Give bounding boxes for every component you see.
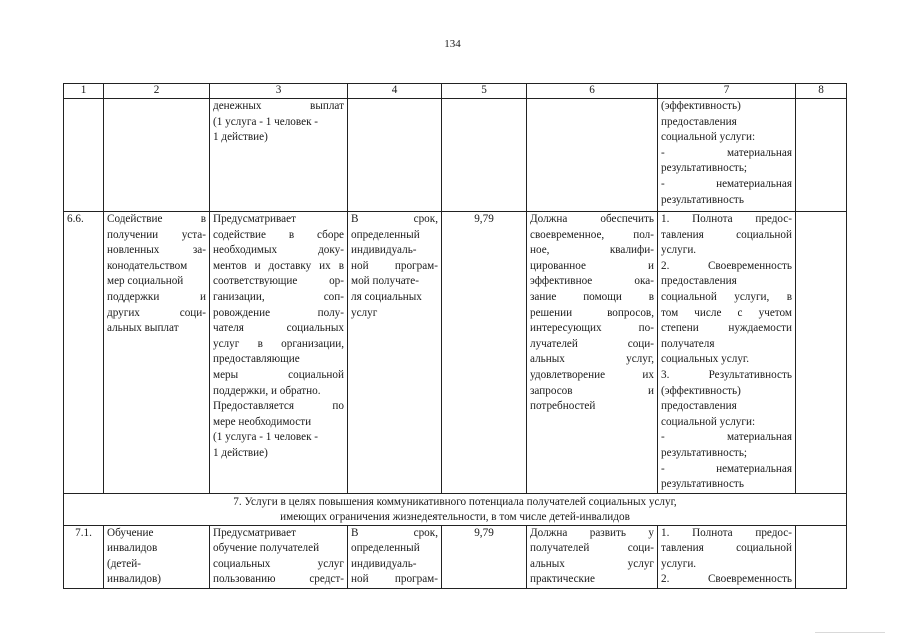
cell-text-line: 3. Результативность: [661, 368, 792, 381]
section-heading-line-2: имеющих ограничения жизнедеятельности, в том числе детей-инвалидов: [280, 510, 630, 523]
cell-text-line: ное, квалифи-: [530, 244, 654, 257]
cell-text-line: результативность;: [661, 162, 748, 175]
cell-deadline: [348, 99, 442, 212]
cell-text-line: конодательством: [107, 259, 188, 272]
cell-notes: [796, 525, 847, 588]
cell-text-line: - материальная: [661, 431, 792, 444]
cell-text-line: инвалидов): [107, 573, 162, 586]
cell-text-line: (детей-: [107, 557, 141, 570]
cell-text-line: чателя социальных: [213, 322, 344, 335]
cell-text-line: Обучение: [107, 526, 154, 539]
cell-text-line: 1. Полнота предос-: [661, 526, 792, 539]
cell-description: [210, 99, 348, 212]
cell-text-line: социальной услуги:: [661, 415, 756, 428]
cell-evaluation-criteria: [658, 525, 796, 588]
cell-text-line: запросов и: [530, 384, 654, 397]
cell-description: [210, 525, 348, 588]
cell-text-line: (1 услуга - 1 человек -: [213, 431, 319, 444]
cell-tariff: 9,79: [442, 212, 527, 494]
cell-text-line: 1 действие): [213, 446, 268, 459]
cell-text-line: Должна развить у: [530, 526, 654, 539]
cell-text-line: мер социальной: [107, 275, 184, 288]
cell-number: [64, 99, 104, 212]
cell-text-line: индивидуаль-: [351, 244, 417, 257]
cell-evaluation-criteria: [658, 212, 796, 494]
cell-text-line: услуг в организации,: [213, 337, 344, 350]
cell-text-line: - нематериальная: [661, 462, 792, 475]
scan-artifact: [815, 632, 885, 633]
cell-quality-requirements: [527, 212, 658, 494]
cell-service-name: [104, 212, 210, 494]
cell-text-line: предоставления: [661, 400, 737, 413]
cell-text-line: лучателей соци-: [530, 337, 654, 350]
cell-notes: [796, 212, 847, 494]
section-heading: [64, 493, 847, 525]
cell-text-line: тавления социальной: [661, 228, 792, 241]
header-col-2: 2: [104, 84, 210, 99]
cell-text-line: социальной услуги, в: [661, 290, 792, 303]
cell-text-line: В срок,: [351, 213, 438, 225]
cell-text-line: 1. Полнота предос-: [661, 213, 792, 225]
header-col-8: 8: [796, 84, 847, 99]
cell-quality-requirements: [527, 525, 658, 588]
cell-text-line: Должна обеспечить: [530, 213, 654, 225]
cell-text-line: 2. Своевременность: [661, 259, 792, 272]
cell-text-line: получателя: [661, 337, 715, 350]
cell-text-line: поддержки, и обратно.: [213, 384, 321, 397]
cell-text-line: Предусматривает: [213, 526, 296, 539]
cell-text-line: инвалидов: [107, 542, 158, 555]
cell-text-line: практические: [530, 573, 595, 586]
cell-text-line: получении уста-: [107, 228, 206, 241]
cell-text-line: услуг: [351, 306, 378, 319]
cell-text-line: Содействие в: [107, 213, 206, 225]
cell-text-line: ля социальных: [351, 290, 422, 303]
cell-text-line: услуги.: [661, 557, 697, 570]
cell-evaluation-criteria: [658, 99, 796, 212]
cell-text-line: ментов и доставку их в: [213, 259, 344, 272]
cell-text-line: Предусматривает: [213, 213, 296, 225]
cell-text-line: цированное и: [530, 259, 654, 272]
cell-text-line: (эффективность): [661, 384, 741, 397]
cell-text-line: предоставления: [661, 275, 737, 288]
cell-text-line: денежных выплат: [213, 100, 344, 112]
cell-text-line: поддержки и: [107, 290, 206, 303]
cell-text-line: предоставления: [661, 115, 737, 128]
cell-text-line: ной програм-: [351, 259, 438, 272]
cell-text-line: социальной услуги:: [661, 131, 756, 144]
cell-text-line: - материальная: [661, 146, 792, 159]
header-col-7: 7: [658, 84, 796, 99]
cell-text-line: результативность: [661, 193, 744, 206]
cell-text-line: меры социальной: [213, 368, 344, 381]
cell-service-name: [104, 525, 210, 588]
cell-notes: [796, 99, 847, 212]
cell-text-line: необходимых доку-: [213, 244, 344, 257]
cell-text-line: результативность;: [661, 446, 748, 459]
cell-number: 7.1.: [64, 525, 104, 588]
cell-text-line: (1 услуга - 1 человек -: [213, 115, 319, 128]
cell-text-line: ной програм-: [351, 573, 438, 586]
cell-service-name: [104, 99, 210, 212]
cell-text-line: альных услуг: [530, 557, 654, 570]
cell-text-line: 2. Своевременность: [661, 573, 792, 586]
cell-text-line: предоставляющие: [213, 353, 300, 366]
cell-text-line: новленных за-: [107, 244, 206, 257]
cell-text-line: других соци-: [107, 306, 206, 319]
header-col-6: 6: [527, 84, 658, 99]
cell-text-line: степени нуждаемости: [661, 322, 792, 335]
cell-text-line: услуги.: [661, 244, 697, 257]
header-col-4: 4: [348, 84, 442, 99]
page-number: 134: [444, 38, 461, 50]
cell-text-line: получателей соци-: [530, 542, 654, 555]
header-col-1: 1: [64, 84, 104, 99]
cell-text-line: интересующих по-: [530, 322, 654, 335]
cell-text-line: зание помощи в: [530, 290, 654, 303]
cell-text-line: результативность: [661, 478, 744, 491]
cell-text-line: содействие в сборе: [213, 228, 344, 241]
cell-text-line: альных услуг,: [530, 353, 654, 366]
cell-text-line: своевременное, пол-: [530, 228, 654, 241]
cell-text-line: потребностей: [530, 400, 596, 413]
table-row: [64, 212, 847, 494]
column-number-header: [64, 84, 847, 99]
cell-text-line: мере необходимости: [213, 415, 312, 428]
cell-deadline: [348, 525, 442, 588]
section-heading-line-1: 7. Услуги в целях повышения коммуникативного потенциала получателей социальных услуг,: [233, 495, 677, 508]
cell-text-line: В срок,: [351, 526, 438, 539]
cell-number: 6.6.: [64, 212, 104, 494]
cell-text-line: определенный: [351, 228, 420, 241]
cell-text-line: тавления социальной: [661, 542, 792, 555]
cell-tariff: 9,79: [442, 525, 527, 588]
cell-text-line: ганизации, соп-: [213, 290, 344, 303]
header-col-5: 5: [442, 84, 527, 99]
header-col-3: 3: [210, 84, 348, 99]
cell-quality-requirements: [527, 99, 658, 212]
cell-text-line: ровождение полу-: [213, 306, 344, 319]
table-row-continued: [64, 99, 847, 212]
cell-description: [210, 212, 348, 494]
table-row: [64, 525, 847, 588]
cell-text-line: удовлетворение их: [530, 368, 654, 381]
cell-text-line: Предоставляется по: [213, 400, 344, 413]
cell-text-line: соответствующие ор-: [213, 275, 344, 288]
cell-text-line: (эффективность): [661, 100, 741, 112]
cell-deadline: [348, 212, 442, 494]
cell-text-line: определенный: [351, 542, 420, 555]
section-heading-row: [64, 493, 847, 525]
cell-text-line: эффективное ока-: [530, 275, 654, 288]
cell-text-line: - нематериальная: [661, 177, 792, 190]
cell-text-line: индивидуаль-: [351, 557, 417, 570]
cell-text-line: социальных услуг: [213, 557, 344, 570]
services-table: [63, 83, 847, 589]
cell-text-line: том числе с учетом: [661, 306, 792, 319]
cell-text-line: мой получате-: [351, 275, 419, 288]
cell-text-line: пользованию средст-: [213, 573, 344, 586]
cell-text-line: социальных услуг.: [661, 353, 750, 366]
cell-text-line: 1 действие): [213, 131, 268, 144]
cell-text-line: альных выплат: [107, 322, 179, 335]
cell-tariff: [442, 99, 527, 212]
cell-text-line: обучение получателей: [213, 542, 320, 555]
cell-text-line: решении вопросов,: [530, 306, 654, 319]
